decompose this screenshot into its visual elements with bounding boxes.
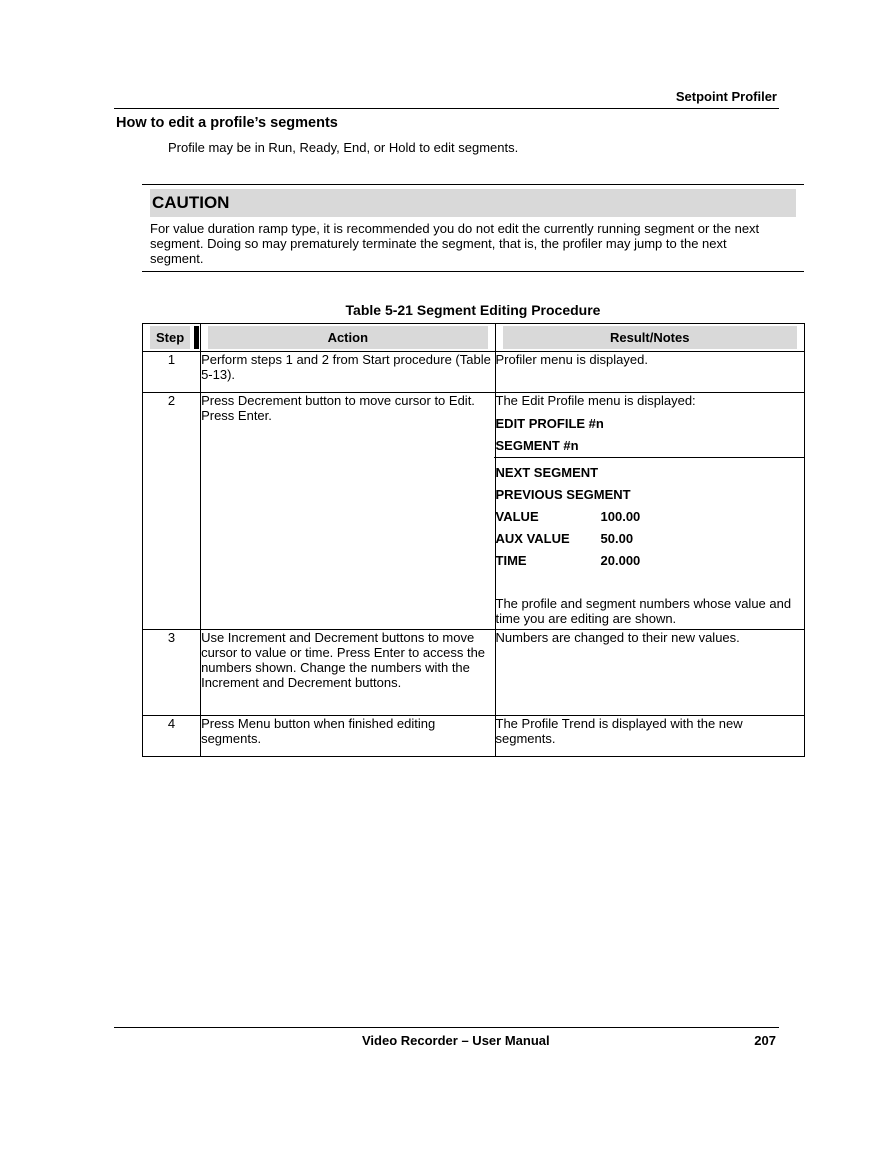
caution-box (142, 184, 804, 272)
field-value: 50.00 (600, 531, 634, 546)
menu-field-aux-value (496, 531, 804, 546)
step-number: 3 (143, 630, 201, 716)
menu-item-next-segment: NEXT SEGMENT (495, 465, 599, 480)
header-step: Step (143, 324, 201, 352)
edit-menu-title: EDIT PROFILE #n (495, 416, 604, 431)
step-result (495, 393, 804, 630)
table-row (143, 716, 805, 757)
header-rule (114, 108, 779, 109)
caution-title: CAUTION (150, 189, 796, 217)
running-header: Setpoint Profiler (675, 89, 777, 104)
header-result: Result/Notes (495, 324, 804, 352)
footer-title: Video Recorder – User Manual (362, 1033, 550, 1048)
step-action: Perform steps 1 and 2 from Start procedure (Table 5-13). (201, 352, 495, 393)
table-row (143, 630, 805, 716)
page-number: 207 (754, 1033, 776, 1048)
step-result: Profiler menu is displayed. (495, 352, 804, 393)
result-text: The Edit Profile menu is displayed: (495, 393, 696, 408)
edit-menu-segment: SEGMENT #n (495, 438, 579, 453)
field-label: AUX VALUE (495, 531, 570, 546)
table-row (143, 352, 805, 393)
table-caption: Table 5-21 Segment Editing Procedure (345, 302, 601, 318)
step-number: 2 (143, 393, 201, 630)
step-result: The Profile Trend is displayed with the new segments. (495, 716, 804, 757)
section-title: How to edit a profile’s segments (116, 115, 338, 131)
caution-text: For value duration ramp type, it is recommended you do not edit the currently running segment or the next segment. Doing so may prematurely terminate the segment, that is, the profiler may jump to the next segment. (150, 221, 760, 266)
field-label: VALUE (495, 509, 539, 524)
step-action: Use Increment and Decrement buttons to move cursor to value or time. Press Enter to access the numbers shown. Change the numbers with the Increment and Decrement buttons. (201, 630, 495, 716)
step-action: Press Decrement button to move cursor to Edit. Press Enter. (201, 393, 495, 630)
step-result: Numbers are changed to their new values. (495, 630, 804, 716)
segment-editing-table (142, 323, 805, 757)
table-row (143, 393, 805, 630)
step-action: Press Menu button when finished editing segments. (201, 716, 495, 757)
menu-field-value (496, 509, 804, 524)
table-header-row (143, 324, 805, 352)
header-action: Action (201, 324, 495, 352)
field-value: 100.00 (600, 509, 641, 524)
menu-item-previous-segment: PREVIOUS SEGMENT (495, 487, 631, 502)
menu-field-time (496, 553, 804, 568)
footer-rule (114, 1027, 779, 1028)
step-number: 4 (143, 716, 201, 757)
result-note: The profile and segment numbers whose value and time you are editing are shown. (495, 596, 792, 626)
field-label: TIME (495, 553, 527, 568)
menu-divider (494, 457, 804, 458)
intro-text: Profile may be in Run, Ready, End, or Hold to edit segments. (168, 140, 519, 155)
step-number: 1 (143, 352, 201, 393)
field-value: 20.000 (600, 553, 641, 568)
